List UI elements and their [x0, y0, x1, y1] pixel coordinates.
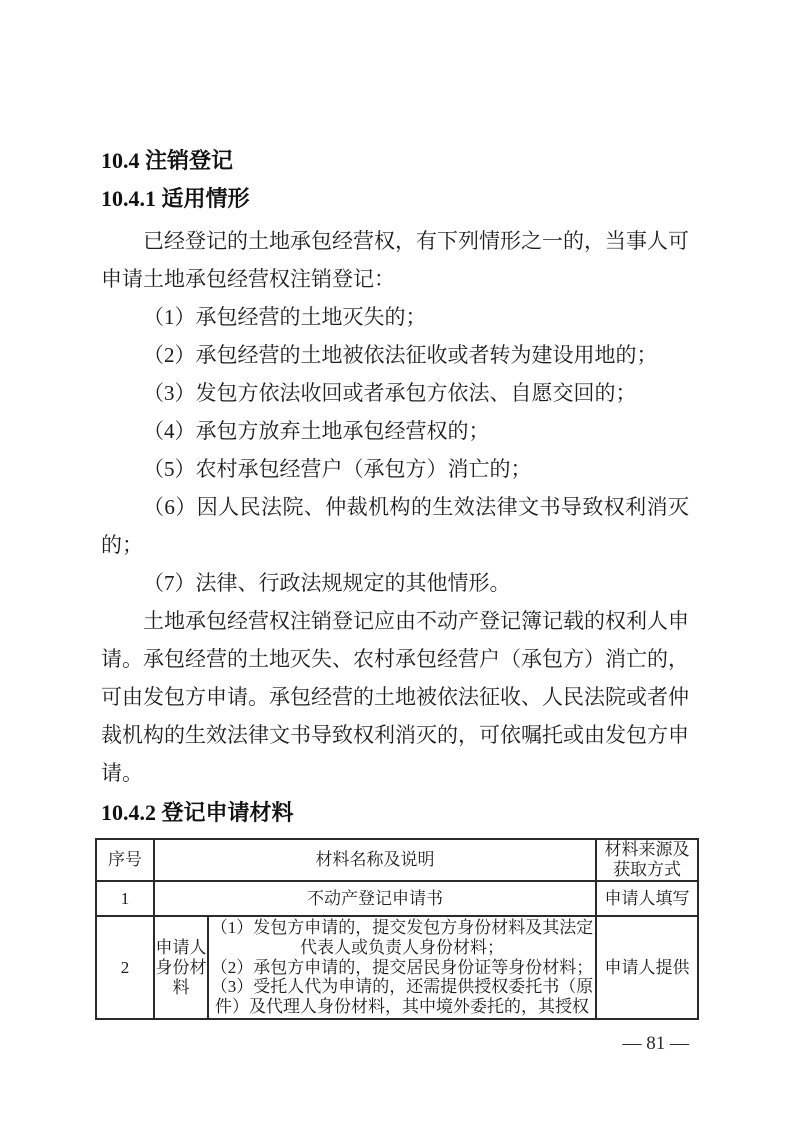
table-header-no: 序号: [96, 839, 154, 881]
table-header-row: [96, 839, 698, 881]
section-heading: 10.4 注销登记: [101, 148, 234, 173]
list-item-5: （5）农村承包经营户（承包方）消亡的；: [143, 457, 532, 481]
applicant-paragraph: 土地承包经营权注销登记应由不动产登记簿记载的权利人申请。承包经营的土地灭失、农村承包经营户（承包方）消亡的，可由发包方申请。承包经营的土地被依法征收、人民法院或者仲裁机构的生效法律文书导致权利消灭的，可依嘱托或由发包方申请。: [101, 609, 689, 785]
table-row: [96, 881, 698, 916]
page-number: — 81 —: [622, 1033, 689, 1054]
cell-row2-no: 2: [96, 916, 154, 1019]
table-header-name: 材料名称及说明: [154, 839, 596, 881]
subsection-heading-applicable: 10.4.1 适用情形: [101, 186, 250, 211]
subsection-heading-materials: 10.4.2 登记申请材料: [101, 800, 294, 825]
cell-row1-no: 1: [96, 881, 154, 916]
table-row: [96, 916, 698, 1019]
list-item-7: （7）法律、行政法规规定的其他情形。: [143, 571, 511, 595]
description-line: （1）发包方申请的，提交发包方身份材料及其法定: [210, 918, 594, 937]
intro-paragraph: 已经登记的土地承包经营权，有下列情形之一的，当事人可申请土地承包经营权注销登记：: [101, 229, 689, 291]
cell-row1-name: 不动产登记申请书: [154, 881, 596, 916]
list-item-1: （1）承包经营的土地灭失的；: [143, 305, 427, 329]
description-line: （3）受托人代为申请的，还需提供授权委托书（原: [210, 977, 594, 997]
description-line: （2）承包方申请的，提交居民身份证等身份材料；: [210, 957, 594, 977]
list-item-6: （6）因人民法院、仲裁机构的生效法律文书导致权利消灭的；: [101, 495, 689, 557]
description-line: 代表人或负责人身份材料；: [300, 937, 504, 957]
description-line: 件）及代理人身份材料，其中境外委托的，其授权: [215, 997, 589, 1017]
list-item-4: （4）承包方放弃土地承包经营权的；: [143, 419, 490, 443]
materials-table: [95, 838, 699, 1020]
cell-row2-source: 申请人提供: [596, 916, 698, 1019]
list-item-3: （3）发包方依法收回或者承包方依法、自愿交回的；: [143, 381, 637, 405]
table-header-source: 材料来源及获取方式: [596, 839, 698, 881]
list-item-2: （2）承包经营的土地被依法征收或者转为建设用地的；: [143, 343, 658, 367]
cell-row1-source: 申请人填写: [596, 881, 698, 916]
cell-row2-name: 申请人身份材料: [154, 916, 208, 1019]
cell-row2-description: [208, 916, 596, 1019]
